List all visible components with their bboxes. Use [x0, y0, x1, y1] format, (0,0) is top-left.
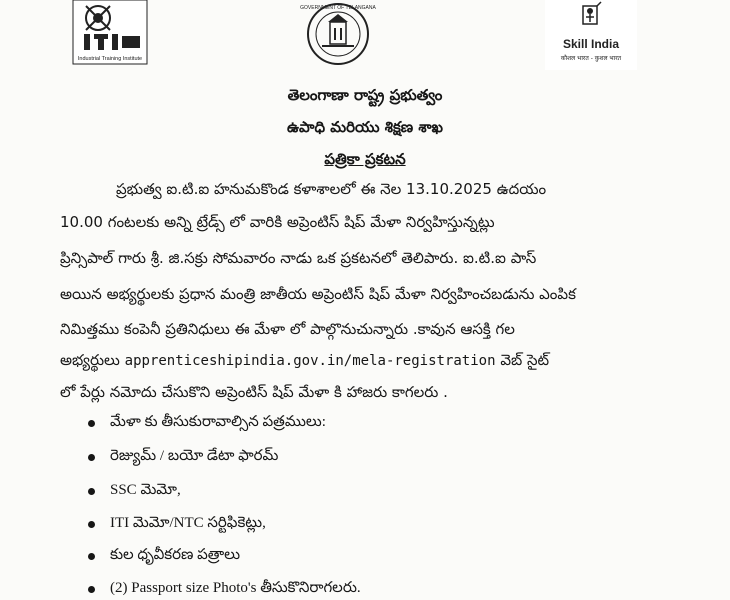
body-line-7: లో పేర్లు నమోదు చేసుకొని అప్రెంటిస్ షిప్ మేళా కి హాజరు కాగలరు . — [60, 383, 448, 401]
bullet-icon — [88, 420, 95, 427]
bullet-icon — [88, 586, 95, 593]
body-line-6-prefix: అభ్యర్థులు — [60, 351, 120, 369]
department-title: తెలంగాణా రాష్ట్ర ప్రభుత్వం — [287, 86, 443, 104]
body-line-6-suffix: వెబ్ సైట్ — [500, 351, 550, 369]
government-seal-logo — [294, 0, 382, 66]
bullet-icon — [88, 553, 95, 560]
bullet-icon — [88, 488, 95, 495]
iti-logo — [72, 0, 148, 66]
iti-caption: Industrial Training Institute — [77, 56, 143, 62]
body-line-6 — [60, 351, 680, 373]
body-line-4: అయిన అభ్యర్థులకు ప్రధాన మంత్రి జాతీయ అప్రెంటిస్ షిప్ మేళా నిర్వహించబడును ఎంపిక — [60, 285, 576, 303]
press-release-heading: పత్రికా ప్రకటన — [324, 150, 406, 168]
press-release-page: Industrial Training Institute GOVERNMENT OF TELANGANA Skill India कौशल भारत - कुशल भारत తెలంగాణా రాష్ట్ర ప్రభుత్వం ఉపాధి మరియు శిక్షణ శాఖ పత్రికా ప్రకటన ప్రభుత్వ ఐ.టి.ఐ హనుమకొండ కళాశాలలో ఈ నెల 13.10.2025 ఉదయం 10.00 గంటలకు అన్ని ట్రేడ్స్ లో వారికి అప్రెంటిస్ షిప్ మేళా నిర్వహిస్తున్నట్లు ప్రిన్సిపాల్ గారు శ్రీ. జి.సక్రు సోమవారం నాడు ఒక ప్రకటనలో తెలిపారు. ఐ.టి.ఐ పాస్ అయిన అభ్యర్థులకు ప్రధాన మంత్రి జాతీయ అప్రెంటిస్ షిప్ మేళా నిర్వహించబడును ఎంపిక నిమిత్తము కంపెనీ ప్రతినిధులు ఈ మేళా లో పాల్గొనుచున్నారు .కావున ఆసక్తి గల అభ్యర్థులు apprenticeshipindia.gov.in/mela-registration వెబ్ సైట్ లో పేర్లు నమోదు చేసుకొని అప్రెంటిస్ షిప్ మేళా కి హాజరు కాగలరు . మేళా కు తీసుకురావాల్సిన పత్రములు: రెజ్యుమ్ / బయో డేటా ఫారమ్ SSC మెమో, ITI మెమో/NTC సర్టిఫికెట్లు, కుల ధృవీకరణ పత్రాలు (2) Passport size Photo's తీసుకొనిరాగలరు. — [0, 0, 730, 591]
svg-text:GOVERNMENT OF TELANGANA: GOVERNMENT OF TELANGANA — [300, 5, 376, 11]
skill-india-logo — [545, 0, 637, 70]
registration-url[interactable]: apprenticeshipindia.gov.in/mela-registration — [124, 353, 496, 369]
svg-text:कौशल भारत - कुशल भारत: कौशल भारत - कुशल भारत — [560, 55, 622, 62]
department-subtitle: ఉపాధి మరియు శిక్షణ శాఖ — [287, 118, 443, 136]
body-line-2: 10.00 గంటలకు అన్ని ట్రేడ్స్ లో వారికి అప్రెంటిస్ షిప్ మేళా నిర్వహిస్తున్నట్లు — [60, 213, 495, 231]
body-line-5: నిమిత్తము కంపెనీ ప్రతినిధులు ఈ మేళా లో పాల్గొనుచున్నారు .కావున ఆసక్తి గల — [60, 320, 515, 338]
body-line-1: ప్రభుత్వ ఐ.టి.ఐ హనుమకొండ కళాశాలలో ఈ నెల 13.10.2025 ఉదయం — [116, 180, 547, 198]
bullet-icon — [88, 521, 95, 528]
body-line-3: ప్రిన్సిపాల్ గారు శ్రీ. జి.సక్రు సోమవారం నాడు ఒక ప్రకటనలో తెలిపారు. ఐ.టి.ఐ పాస్ — [60, 249, 537, 267]
bullet-icon — [88, 454, 95, 461]
svg-text:Skill India: Skill India — [562, 37, 620, 51]
